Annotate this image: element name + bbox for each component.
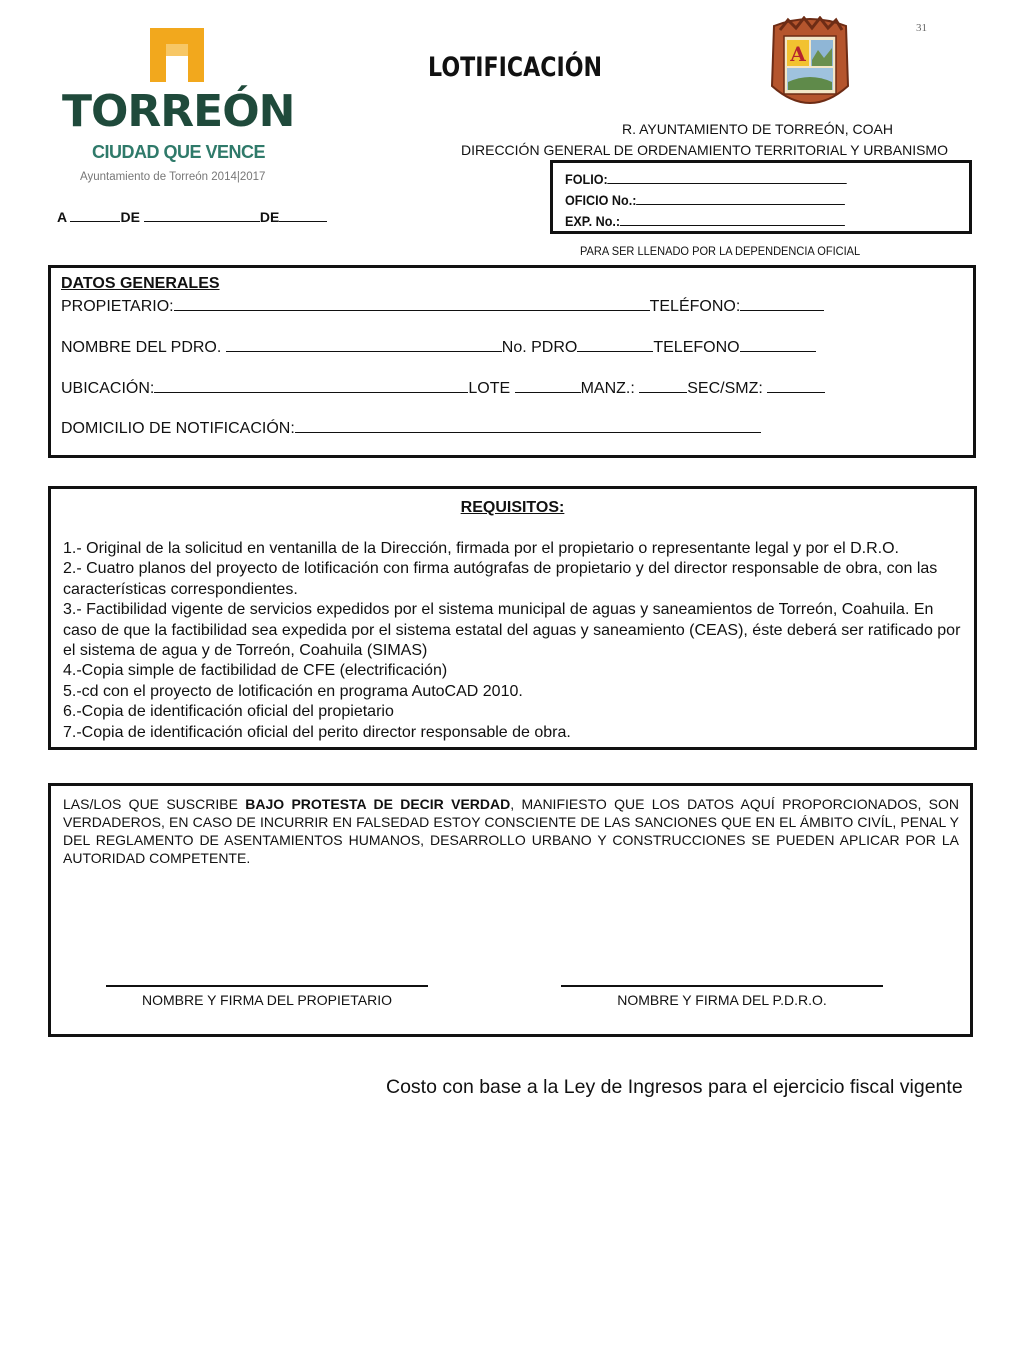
ubicacion-row: [61, 378, 825, 398]
folio-blank[interactable]: [608, 171, 847, 184]
requisito-item: 3.- Factibilidad vigente de servicios expedidos por el sistema municipal de aguas y saneamientos de Torreón, Coahuila. En caso de que la factibilidad sea expedida por el sistema estatal del aguas y saneamiento (CEAS), éste deberá ser ratificado por el sistema de agua y de Torreón, Coahuila (SIMAS): [63, 601, 961, 660]
declaracion-rest: , MANIFIESTO QUE LOS DATOS AQUÍ PROPORCIONADOS, SON VERDADEROS, EN CASO DE INCURRIR EN FALSEDAD ESTOY CONSCIENTE DE LAS SANCIONES QUE EN EL ÁMBITO CIVÍL, PENAL Y DEL REGLAMENTO DE ASENTAMIENTOS HUMANOS, DESARROLLO URBANO Y CONSTRUCCIONES SE PUEDEN APLICAR POR LA AUTORIDAD COMPETENTE.: [63, 796, 960, 866]
folio-label: FOLIO:: [565, 171, 608, 187]
oficio-label: OFICIO No.:: [565, 192, 637, 208]
propietario-label: PROPIETARIO:: [61, 298, 174, 315]
pdro-row: [61, 337, 816, 357]
exp-blank[interactable]: [620, 213, 845, 226]
declaracion-section: [48, 783, 973, 1037]
lote-label: LOTE: [468, 380, 515, 397]
requisito-item: 4.-Copia simple de factibilidad de CFE (electrificación): [63, 662, 448, 680]
firma-pdro-label: NOMBRE Y FIRMA DEL P.D.R.O.: [617, 992, 827, 1008]
telefono2-input[interactable]: [740, 337, 816, 352]
requisito-item: 1.- Original de la solicitud en ventanilla de la Dirección, firmada por el propietario o representante legal y por el D.R.O.: [63, 540, 899, 557]
torreon-logo: [62, 26, 302, 191]
exp-label: EXP. No.:: [565, 213, 621, 229]
requisitos-list: [63, 539, 963, 743]
org-line-2: DIRECCIÓN GENERAL DE ORDENAMIENTO TERRITORIAL Y URBANISMO: [461, 142, 948, 158]
domicilio-row: [61, 418, 761, 438]
document-title: LOTIFICACIÓN: [428, 52, 603, 83]
oficio-blank[interactable]: [636, 192, 845, 205]
logo-tagline: CIUDAD QUE VENCE: [92, 142, 266, 162]
requisito-item: 5.-cd con el proyecto de lotificación en programa AutoCAD 2010.: [63, 682, 523, 700]
logo-subtitle: Ayuntamiento de Torreón 2014|2017: [80, 171, 266, 183]
folio-box: [550, 160, 972, 234]
folio-field[interactable]: [565, 171, 847, 187]
domicilio-input[interactable]: [295, 418, 761, 433]
requisito-item: 6.-Copia de identificación oficial del propietario: [63, 703, 394, 721]
requisito-item: 7.-Copia de identificación oficial del perito director responsable de obra.: [63, 723, 571, 741]
folio-note: PARA SER LLENADO POR LA DEPENDENCIA OFICIAL: [580, 244, 861, 258]
costo-note: Costo con base a la Ley de Ingresos para el ejercicio fiscal vigente: [386, 1076, 963, 1098]
domicilio-label: DOMICILIO DE NOTIFICACIÓN:: [61, 420, 295, 437]
telefono2-label: TELEFONO: [653, 339, 740, 356]
torreon-logo-mark-icon: [148, 26, 206, 84]
propietario-input[interactable]: [174, 296, 650, 311]
telefono-label: TELÉFONO:: [649, 298, 741, 315]
date-day-blank[interactable]: [70, 209, 120, 222]
oficio-field[interactable]: [565, 192, 845, 208]
logo-wordmark: TORREÓN: [62, 86, 295, 137]
date-de1-label: DE: [120, 209, 140, 225]
requisito-item: 2.- Cuatro planos del proyecto de lotificación con firma autógrafas de propietario y del director responsable de obra, con las características correspondientes.: [63, 560, 938, 598]
datos-generales-heading: DATOS GENERALES: [61, 275, 220, 292]
declaracion-text: [63, 795, 959, 867]
firma-pdro-line[interactable]: [561, 985, 883, 987]
firma-propietario-line[interactable]: [106, 985, 428, 987]
ubicacion-input[interactable]: [154, 378, 468, 393]
sec-input[interactable]: [767, 378, 825, 393]
declaracion-prefix: LAS/LOS QUE SUSCRIBE: [63, 796, 246, 812]
manz-label: MANZ.:: [580, 380, 640, 397]
org-line-1: R. AYUNTAMIENTO DE TORREÓN, COAH: [622, 121, 893, 137]
sec-label: SEC/SMZ:: [687, 380, 768, 397]
date-a-label: A: [57, 209, 67, 225]
nombre-pdro-input[interactable]: [226, 337, 502, 352]
manz-input[interactable]: [639, 378, 687, 393]
date-year-blank[interactable]: [279, 209, 327, 222]
requisitos-section: [48, 486, 977, 750]
date-field[interactable]: [57, 209, 327, 225]
datos-generales-section: [48, 265, 976, 458]
no-pdro-label: No. PDRO: [501, 339, 578, 356]
propietario-row: [61, 296, 824, 316]
date-month-blank[interactable]: [144, 209, 260, 222]
exp-field[interactable]: [565, 213, 845, 229]
no-pdro-input[interactable]: [577, 337, 653, 352]
telefono-input[interactable]: [740, 296, 824, 311]
nombre-pdro-label: NOMBRE DEL PDRO.: [61, 339, 226, 356]
lote-input[interactable]: [515, 378, 581, 393]
declaracion-bold: BAJO PROTESTA DE DECIR VERDAD: [245, 796, 511, 812]
page-number: 31: [916, 22, 927, 34]
firma-propietario-label: NOMBRE Y FIRMA DEL PROPIETARIO: [142, 992, 392, 1008]
svg-text:A: A: [790, 42, 806, 66]
requisitos-title: REQUISITOS:: [460, 499, 565, 516]
coat-of-arms-icon: [768, 16, 852, 114]
ubicacion-label: UBICACIÓN:: [61, 380, 155, 397]
date-de2-label: DE: [259, 209, 280, 225]
